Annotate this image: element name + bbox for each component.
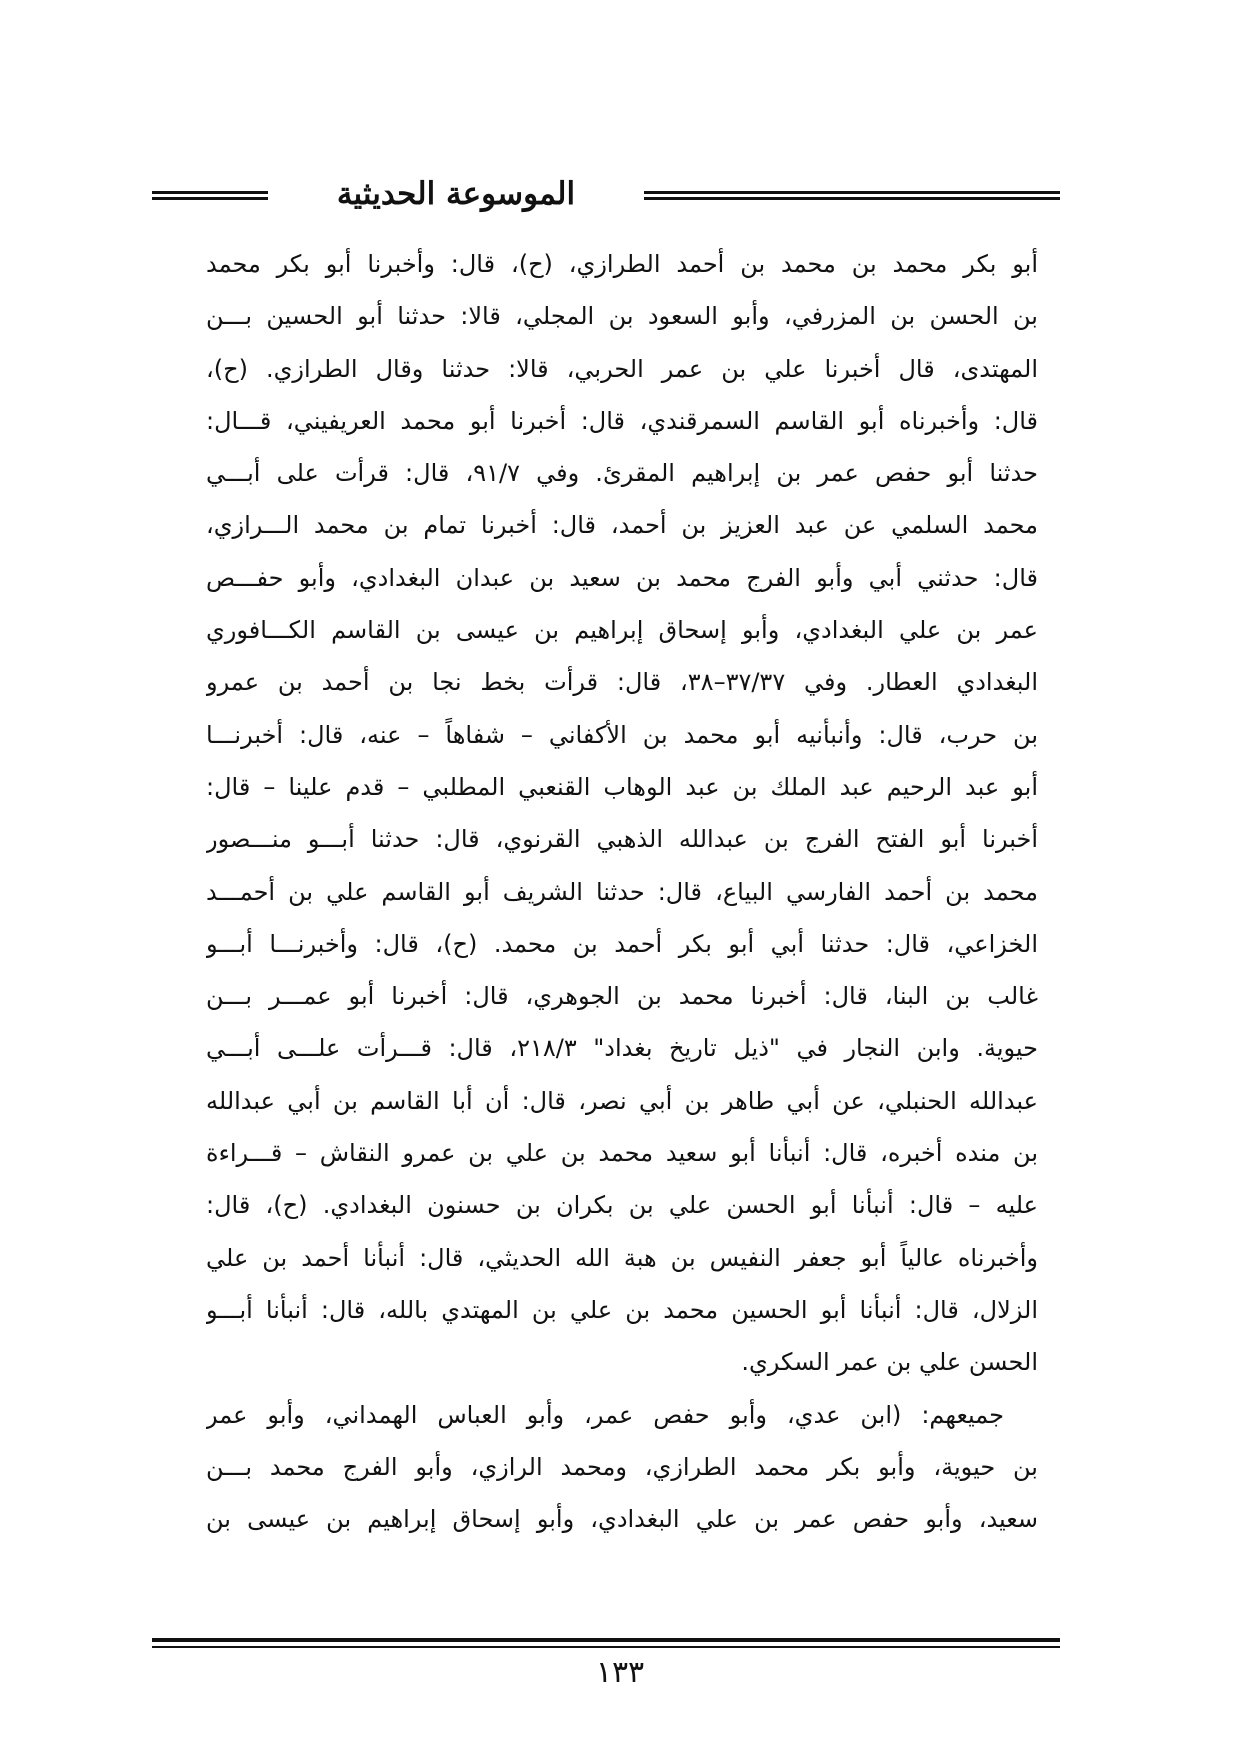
text-line: المهتدى، قال أخبرنا علي بن عمر الحربي، قالا: حدثنا وقال الطرازي. (ح)، <box>206 354 1038 383</box>
text-line: أبو بكر محمد بن محمد بن أحمد الطرازي، (ح)، قال: وأخبرنا أبو بكر محمد <box>206 250 1038 278</box>
footer-rule <box>152 1638 1060 1648</box>
text-line: الزلال، قال: أنبأنا أبو الحسين محمد بن علي بن المهتدي بالله، قال: أنبأنا أبـــو <box>206 1295 1038 1324</box>
text-line: حدثنا أبو حفص عمر بن إبراهيم المقرئ. وفي ٩١/٧، قال: قرأت على أبـــي <box>206 459 1038 488</box>
header-rule-left <box>152 191 268 200</box>
page-number: ١٣٣ <box>595 1655 645 1690</box>
text-line: محمد السلمي عن عبد العزيز بن أحمد، قال: أخبرنا تمام بن محمد الـــرازي، <box>206 511 1038 540</box>
text-line: الحسن علي بن عمر السكري. <box>741 1348 1038 1377</box>
text-line: قال: وأخبرناه أبو القاسم السمرقندي، قال: أخبرنا أبو محمد العريفيني، قـــال: <box>206 406 1038 435</box>
text-line: غالب بن البنا، قال: أخبرنا محمد بن الجوهري، قال: أخبرنا أبو عمـــر بـــن <box>206 982 1038 1011</box>
text-line: عليه – قال: أنبأنا أبو الحسن علي بن بكران بن حسنون البغدادي. (ح)، قال: <box>206 1191 1038 1220</box>
text-line: عمر بن علي البغدادي، وأبو إسحاق إبراهيم بن عيسى بن القاسم الكـــافوري <box>206 616 1038 645</box>
text-line: حيوية. وابن النجار في "ذيل تاريخ بغداد" ٢١٨/٣، قال: قـــرأت علـــى أبـــي <box>206 1034 1038 1063</box>
running-header <box>152 166 1060 222</box>
text-line: قال: حدثني أبي وأبو الفرج محمد بن سعيد بن عبدان البغدادي، وأبو حفـــص <box>206 563 1038 592</box>
text-line: بن الحسن بن المزرفي، وأبو السعود بن المجلي، قالا: حدثنا أبو الحسين بـــن <box>206 302 1038 331</box>
header-title: الموسوعة الحديثية <box>336 176 576 212</box>
text-line: جميعهم: (ابن عدي، وأبو حفص عمر، وأبو العباس الهمداني، وأبو عمر <box>206 1400 1004 1429</box>
paragraph-2 <box>206 1389 1038 1546</box>
text-line: محمد بن أحمد الفارسي البياع، قال: حدثنا الشريف أبو القاسم علي بن أحمـــد <box>206 877 1038 906</box>
text-line: البغدادي العطار. وفي ٣٧/٣٧–٣٨، قال: قرأت بخط نجا بن أحمد بن عمرو <box>206 668 1038 697</box>
text-line: سعيد، وأبو حفص عمر بن علي البغدادي، وأبو إسحاق إبراهيم بن عيسى بن <box>206 1505 1038 1534</box>
paragraph-1 <box>206 238 1038 1389</box>
text-line: أبو عبد الرحيم عبد الملك بن عبد الوهاب القنعبي المطلبي – قدم علينا – قال: <box>206 772 1038 801</box>
text-line: بن منده أخبره، قال: أنبأنا أبو سعيد محمد بن علي بن عمرو النقاش – قـــراءة <box>206 1139 1038 1168</box>
header-rule-right <box>644 191 1060 200</box>
text-line: بن حيوية، وأبو بكر محمد الطرازي، ومحمد الرازي، وأبو الفرج محمد بـــن <box>206 1452 1038 1481</box>
text-line: عبدالله الحنبلي، عن أبي طاهر بن أبي نصر، قال: أن أبا القاسم بن أبي عبدالله <box>206 1086 1038 1115</box>
page-body <box>206 238 1038 1628</box>
text-line: بن حرب، قال: وأنبأنيه أبو محمد بن الأكفاني – شفاهاً – عنه، قال: أخبرنـــا <box>206 720 1038 749</box>
text-line: وأخبرناه عالياً أبو جعفر النفيس بن هبة الله الحديثي، قال: أنبأنا أحمد بن علي <box>206 1243 1038 1272</box>
text-line: أخبرنا أبو الفتح الفرج بن عبدالله الذهبي القرنوي، قال: حدثنا أبـــو منـــصور <box>206 825 1038 854</box>
text-line: الخزاعي، قال: حدثنا أبي أبو بكر أحمد بن محمد. (ح)، قال: وأخبرنـــا أبـــو <box>206 929 1038 958</box>
